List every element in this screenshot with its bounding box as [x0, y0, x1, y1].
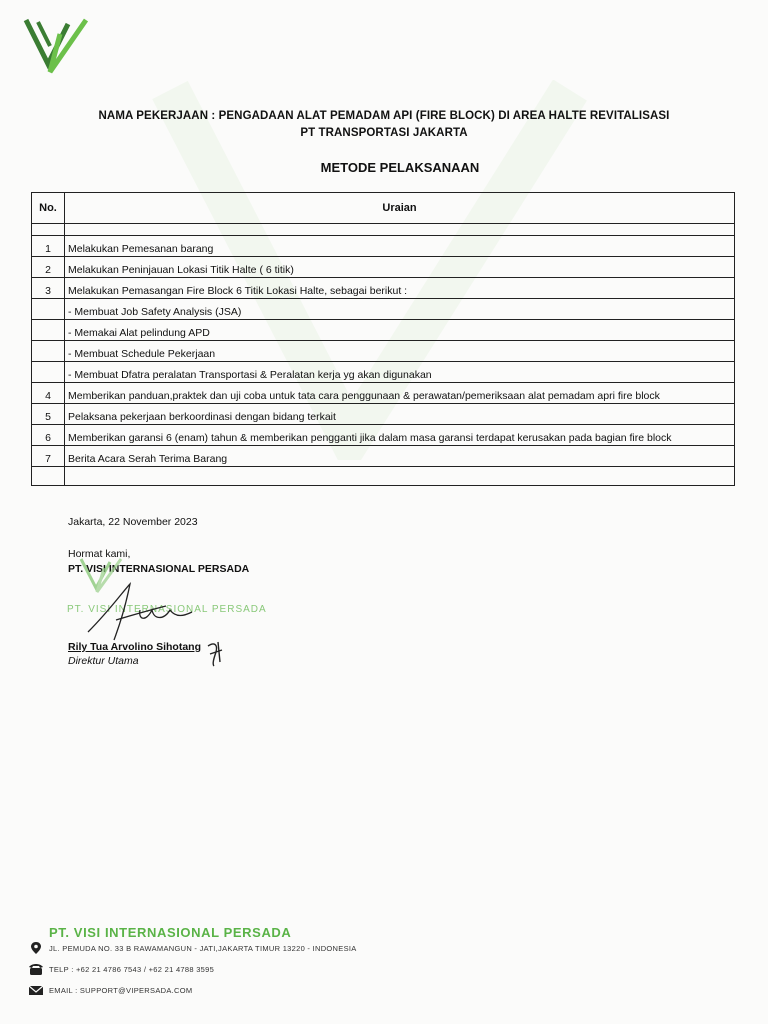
method-table: [31, 192, 735, 486]
row-uraian: - Membuat Schedule Pekerjaan: [65, 341, 735, 362]
table-row: [32, 425, 735, 446]
row-uraian: Melakukan Peninjauan Lokasi Titik Halte ( 6 titik): [65, 257, 735, 278]
footer-email-line: [28, 983, 192, 997]
table-row: [32, 383, 735, 404]
row-no: 2: [32, 257, 65, 278]
footer-address: JL. PEMUDA NO. 33 B RAWAMANGUN - JATI,JAKARTA TIMUR 13220 - INDONESIA: [49, 943, 357, 953]
table-row: [32, 278, 735, 299]
table-row: [32, 362, 735, 383]
table-row: [32, 257, 735, 278]
row-no: 1: [32, 236, 65, 257]
document-date: Jakarta, 22 November 2023: [68, 516, 198, 528]
header-uraian: Uraian: [65, 193, 735, 224]
row-no: [32, 341, 65, 362]
row-no: 5: [32, 404, 65, 425]
footer-address-line: [28, 941, 357, 955]
row-uraian: Melakukan Pemasangan Fire Block 6 Titik Lokasi Halte, sebagai berikut :: [65, 278, 735, 299]
document-title: METODE PELAKSANAAN: [320, 160, 480, 175]
footer-phone: TELP : +62 21 4786 7543 / +62 21 4788 3595: [49, 964, 215, 974]
row-uraian: Pelaksana pekerjaan berkoordinasi dengan bidang terkait: [65, 404, 735, 425]
row-no: 3: [32, 278, 65, 299]
phone-icon: [28, 962, 44, 976]
footer-email: EMAIL : SUPPORT@VIPERSADA.COM: [49, 985, 193, 995]
client-title: PT TRANSPORTASI JAKARTA: [300, 127, 468, 139]
signer-position: Direktur Utama: [68, 655, 139, 667]
row-no: [32, 299, 65, 320]
row-uraian: - Membuat Job Safety Analysis (JSA): [65, 299, 735, 320]
row-no: 6: [32, 425, 65, 446]
table-row: [32, 404, 735, 425]
row-uraian: Memberikan garansi 6 (enam) tahun & memberikan pengganti jika dalam masa garansi terdapat kerusakan pada bagian fire block: [65, 425, 735, 446]
company-logo-icon: [20, 14, 92, 76]
table-row: [32, 236, 735, 257]
project-title: NAMA PEKERJAAN : PENGADAAN ALAT PEMADAM API (FIRE BLOCK) DI AREA HALTE REVITALISASI: [98, 110, 670, 122]
table-row: [32, 341, 735, 362]
header-no: No.: [32, 193, 65, 224]
signature-icon: [80, 580, 200, 646]
location-pin-icon: [28, 941, 44, 955]
table-row: [32, 446, 735, 467]
footer-phone-line: [28, 962, 214, 976]
closing-company: PT. VISI INTERNASIONAL PERSADA: [68, 563, 250, 575]
row-no: 4: [32, 383, 65, 404]
table-row: [32, 299, 735, 320]
row-uraian: Berita Acara Serah Terima Barang: [65, 446, 735, 467]
row-uraian: Memberikan panduan,praktek dan uji coba untuk tata cara penggunaan & perawatan/pemeriksaan alat pemadam apri fire block: [65, 383, 735, 404]
row-no: [32, 362, 65, 383]
table-spacer-row: [32, 467, 735, 486]
closing-regards: Hormat kami,: [68, 548, 131, 560]
table-row: [32, 320, 735, 341]
row-uraian: - Memakai Alat pelindung APD: [65, 320, 735, 341]
row-uraian: Melakukan Pemesanan barang: [65, 236, 735, 257]
signer-name: Rily Tua Arvolino Sihotang: [68, 641, 202, 653]
table-spacer-row: [32, 224, 735, 236]
company-stamp: PT. VISI INTERNASIONAL PERSADA: [67, 604, 267, 615]
row-no: 7: [32, 446, 65, 467]
row-no: [32, 320, 65, 341]
footer-company: PT. VISI INTERNASIONAL PERSADA: [49, 925, 292, 940]
initial-mark-icon: [204, 638, 228, 668]
email-icon: [28, 983, 44, 997]
row-uraian: - Membuat Dfatra peralatan Transportasi & Peralatan kerja yg akan digunakan: [65, 362, 735, 383]
table-header-row: [32, 193, 735, 224]
